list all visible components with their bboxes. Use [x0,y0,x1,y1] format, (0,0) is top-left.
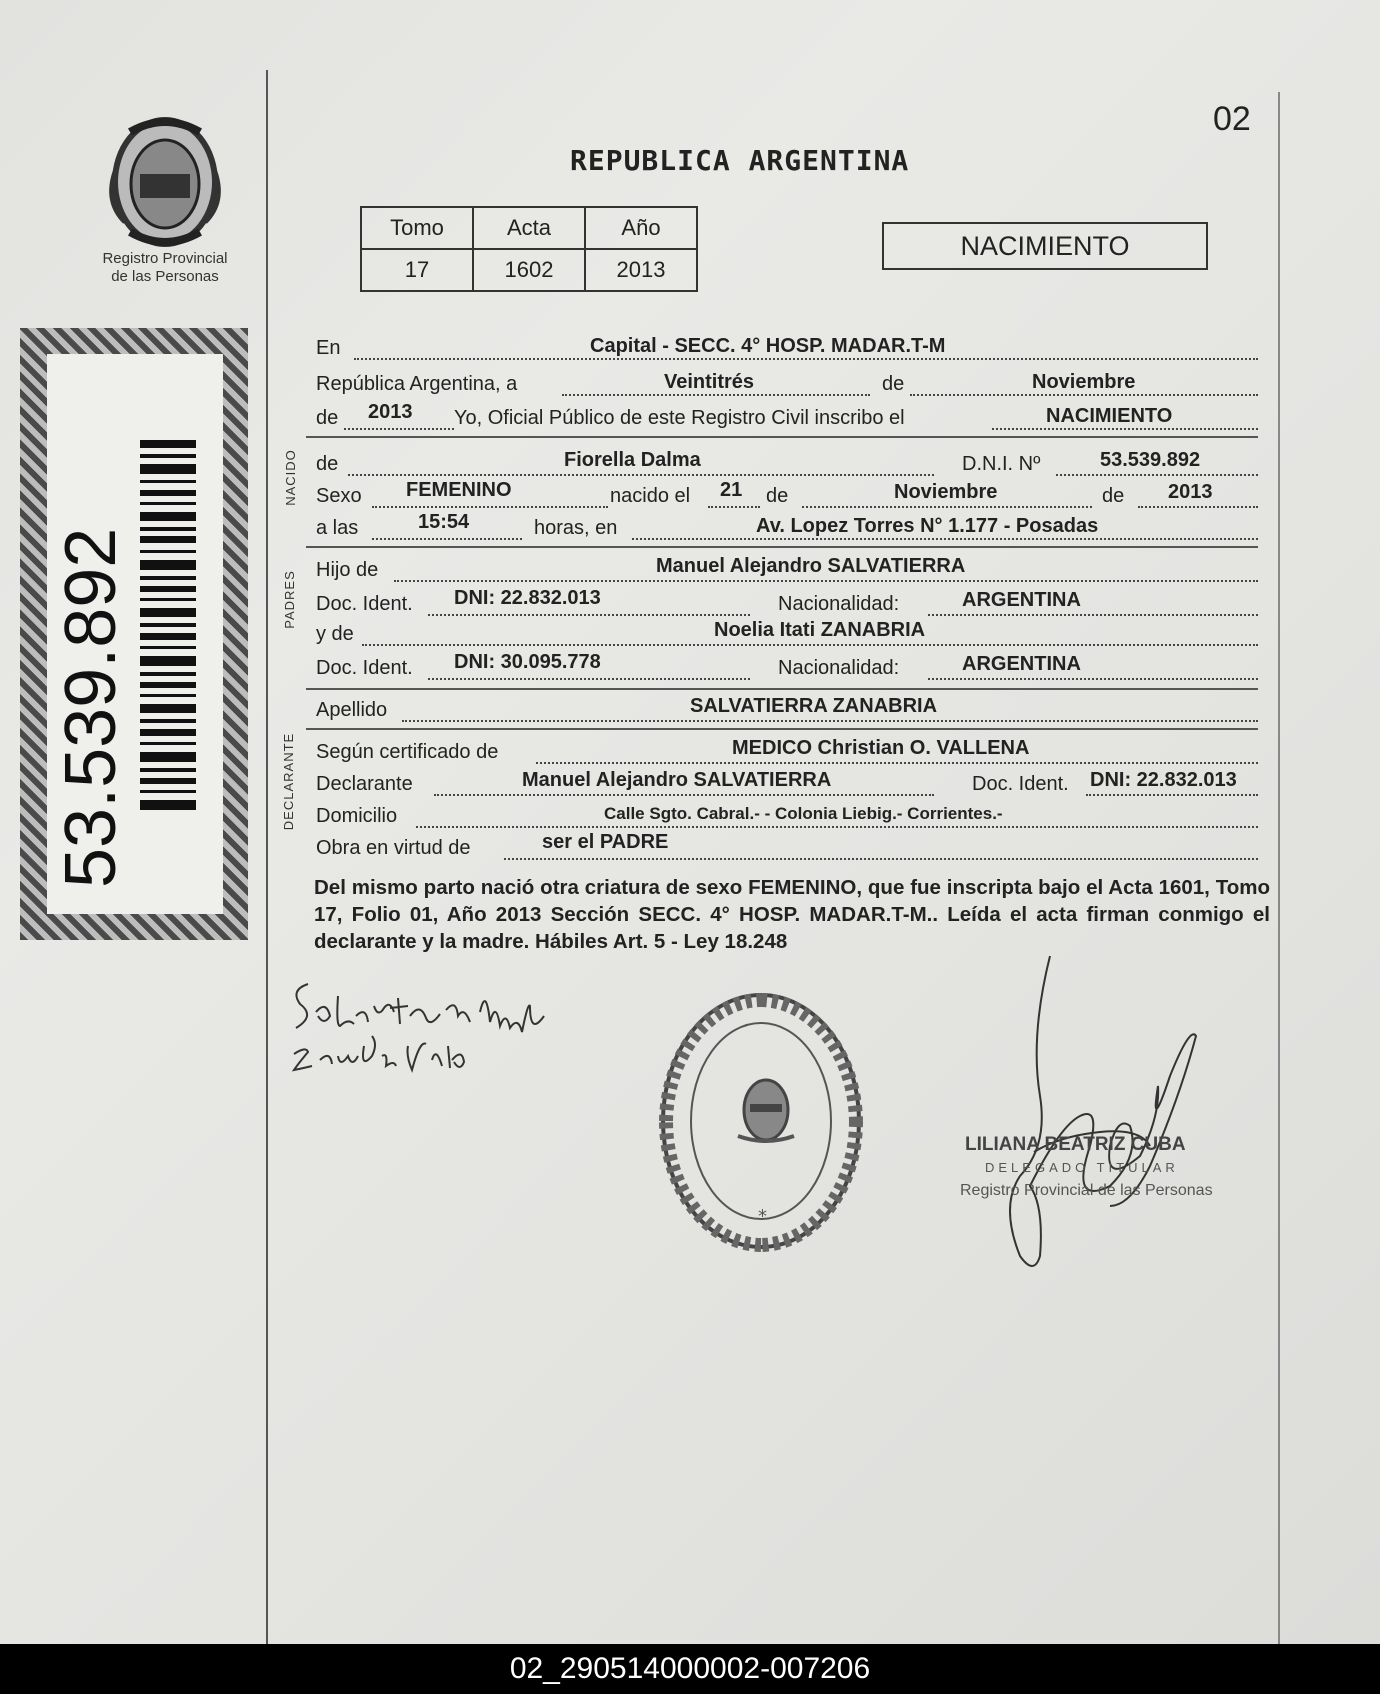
obra-value: ser el PADRE [542,831,669,853]
row-padre-doc: Doc. Ident. DNI: 22.832.013 Nacionalidad: ARGENTINA [316,586,1258,616]
mes-value: Noviembre [1032,371,1136,393]
nacido-dia-value: 21 [720,479,743,501]
row-declarante: Declarante Manuel Alejandro SALVATIERRA Doc. Ident. DNI: 22.832.013 [316,766,1258,796]
section-divider [306,688,1258,690]
row-nombre: de Fiorella Dalma D.N.I. Nº 53.539.892 [316,446,1258,476]
register-header: Año [585,207,697,249]
declarante-value: Manuel Alejandro SALVATIERRA [522,769,832,791]
register-table [360,206,698,292]
section-divider [306,546,1258,548]
padre-nacionalidad-value: ARGENTINA [962,589,1081,611]
page-number: 02 [1213,100,1251,138]
row-madre: y de Noelia Itati ZANABRIA [316,616,1258,646]
observations-paragraph: Del mismo parto nació otra criatura de sexo FEMENINO, que fue inscripta bajo el Acta 1601, Tomo 17, Folio 01, Año 2013 Sección SECC. 4° HOSP. MADAR.T-M.. Leída el acta firman conmigo el declarante y la madre. Hábiles Art. 5 - Ley 18.248 [314,876,1270,953]
madre-nacionalidad-value: ARGENTINA [962,653,1081,675]
row-hora-lugar: a las 15:54 horas, en Av. Lopez Torres N° 1.177 - Posadas [316,510,1258,540]
row-padre: Hijo de Manuel Alejandro SALVATIERRA [316,552,1258,582]
svg-text:*: * [758,1206,767,1227]
apellido-value: SALVATIERRA ZANABRIA [690,695,938,717]
certificado-value: MEDICO Christian O. VALLENA [732,737,1030,759]
right-margin-line [1278,92,1280,1644]
official-name: LILIANA BEATRIZ CUBA [965,1134,1186,1155]
dia-value: Veintitrés [664,371,755,393]
row-inscripcion: de 2013 Yo, Oficial Público de este Registro Civil inscribo el NACIMIENTO [316,400,1258,430]
row-obra: Obra en virtud de ser el PADRE [316,830,1258,860]
official-seal-icon [658,986,864,1256]
register-header: Acta [473,207,585,249]
hora-value: 15:54 [418,511,470,533]
madre-value: Noelia Itati ZANABRIA [714,619,926,641]
barcode-icon [140,440,196,810]
padre-value: Manuel Alejandro SALVATIERRA [656,555,966,577]
section-label-padres: PADRES [281,570,297,629]
lugar-nacimiento-value: Av. Lopez Torres N° 1.177 - Posadas [756,515,1099,537]
registry-logo-text: Registro Provincial de las Personas [102,250,228,285]
row-lugar-registro: En Capital - SECC. 4° HOSP. MADAR.T-M [316,330,1258,360]
madre-doc-value: DNI: 30.095.778 [454,651,601,673]
register-value: 17 [361,249,473,291]
file-id-footer: 02_290514000002-007206 [0,1644,1380,1694]
sexo-value: FEMENINO [406,479,512,501]
row-apellido: Apellido SALVATIERRA ZANABRIA [316,692,1258,722]
dni-value: 53.539.892 [1100,449,1201,471]
row-certificado: Según certificado de MEDICO Christian O. VALLENA [316,734,1258,764]
row-fecha-registro: República Argentina, a Veintitrés de Noviembre [316,366,1258,396]
declarant-signature-icon [286,976,586,1086]
register-value: 2013 [585,249,697,291]
nacido-mes-value: Noviembre [894,481,998,503]
lugar-registro-value: Capital - SECC. 4° HOSP. MADAR.T-M [590,335,946,357]
official-office: Registro Provincial de las Personas [960,1182,1213,1199]
section-label-nacido: NACIDO [282,449,298,506]
inscribo-value: NACIMIENTO [1046,405,1173,427]
act-type-box: NACIMIENTO [882,222,1208,270]
stamp-dni-number: 53.539.892 [51,527,131,888]
document-title: REPUBLICA ARGENTINA [570,144,910,177]
nacido-anio-value: 2013 [1168,481,1213,503]
misiones-crest-icon [100,112,230,252]
domicilio-value: Calle Sgto. Cabral.- - Colonia Liebig.- Corrientes.- [604,804,1003,823]
section-label-declarante: DECLARANTE [281,732,297,831]
row-madre-doc: Doc. Ident. DNI: 30.095.778 Nacionalidad: ARGENTINA [316,650,1258,680]
official-role: DELEGADO TITULAR [985,1160,1179,1175]
official-signature-icon [1000,956,1210,1276]
row-sexo: Sexo FEMENINO nacido el 21 de Noviembre de 2013 [316,478,1258,508]
declarante-doc-value: DNI: 22.832.013 [1090,769,1237,791]
register-value: 1602 [473,249,585,291]
padre-doc-value: DNI: 22.832.013 [454,587,601,609]
anio-registro-value: 2013 [368,401,413,423]
section-divider [306,436,1258,438]
section-divider [306,728,1258,730]
nombre-value: Fiorella Dalma [564,449,701,471]
row-domicilio: Domicilio Calle Sgto. Cabral.- - Colonia Liebig.- Corrientes.- [316,798,1258,828]
register-header: Tomo [361,207,473,249]
left-margin-line [266,70,268,1644]
